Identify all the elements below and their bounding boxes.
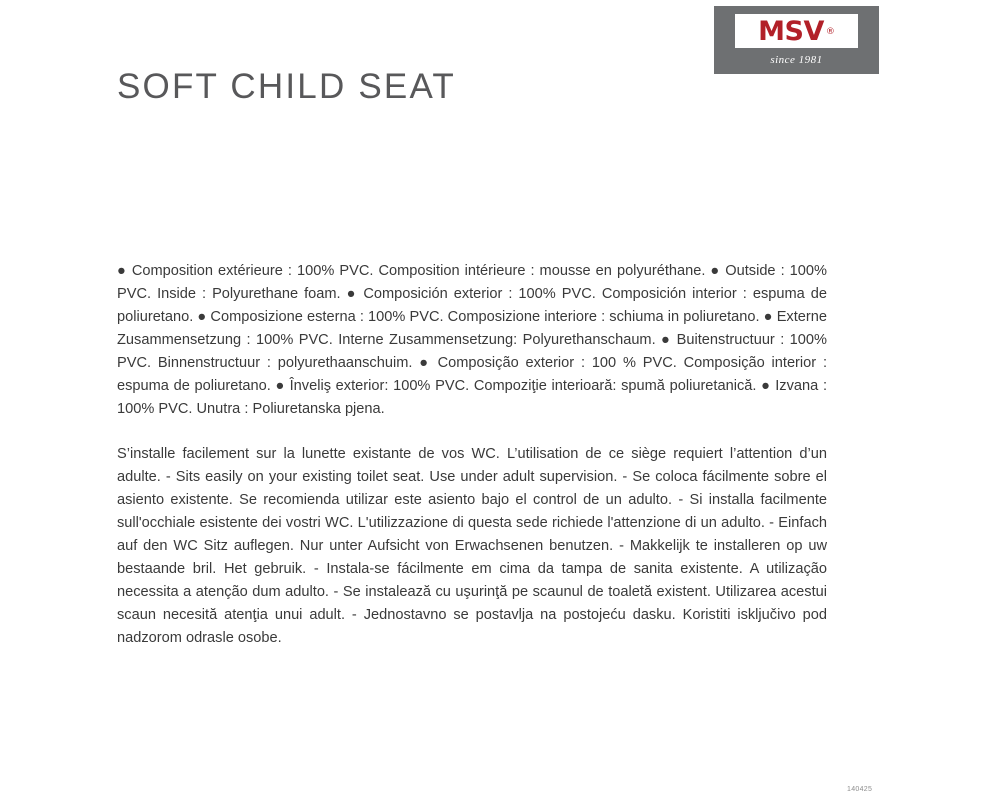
logo-wordmark-box <box>735 14 858 48</box>
materials-paragraph: ● Composition extérieure : 100% PVC. Composition intérieure : mousse en polyuréthane. ● Outside : 100% PVC. Inside : Polyurethane foam. ● Composición exterior : 100% PVC. Composición interior : espuma de poliuretano. ● Composizione esterna : 100% PVC. Composizione interiore : schiuma in poliuretano. ● Externe Zusammensetzung : 100% PVC. Interne Zusammensetzung: Polyurethanschaum. ● Buitenstructuur : 100% PVC. Binnenstructuur : polyurethaanschuim. ● Composição exterior : 100 % PVC. Composição interior : espuma de poliuretano. ● Înveliş exterior: 100% PVC. Compoziţie interioară: spumă poliuretanică. ● Izvana : 100% PVC. Unutra : Poliuretanska pjena. <box>117 263 827 417</box>
logo-tagline: since 1981 <box>770 54 823 66</box>
registered-trademark-icon: ® <box>825 27 835 37</box>
footer-reference-code: 140425 <box>847 786 873 793</box>
page-title: SOFT CHILD SEAT <box>117 67 456 107</box>
usage-paragraph: S’installe facilement sur la lunette existante de vos WC. L’utilisation de ce siège requiert l’attention d’un adulte. - Sits easily on your existing toilet seat. Use under adult supervision. - Se coloca fácilmente sobre el asiento existente. Se recomienda utilizar este asiento bajo el control de un adulto. - Si installa facilmente sull'occhiale esistente dei vostri WC. L'utilizzazione di questa sede richiede l'attenzione di un adulto. - Einfach auf den WC Sitz auflegen. Nur unter Aufsicht von Erwachsenen benutzen. - Makkelijk te installeren op uw bestaande bril. Het gebruik. - Instala-se fácilmente em cima da tampa de sanita existente. A utilização necessita a atenção dum adulto. - Se instalează cu uşurinţă pe scaunul de toaletă existent. Utilizarea acestui scaun necesită atenţia unui adult. - Jednostavno se postavlja na postojeću dasku. Koristiti isključivo pod nadzorom odrasle osobe. <box>117 446 827 646</box>
brand-logo <box>714 6 879 74</box>
logo-wordmark: MSV <box>758 15 824 47</box>
